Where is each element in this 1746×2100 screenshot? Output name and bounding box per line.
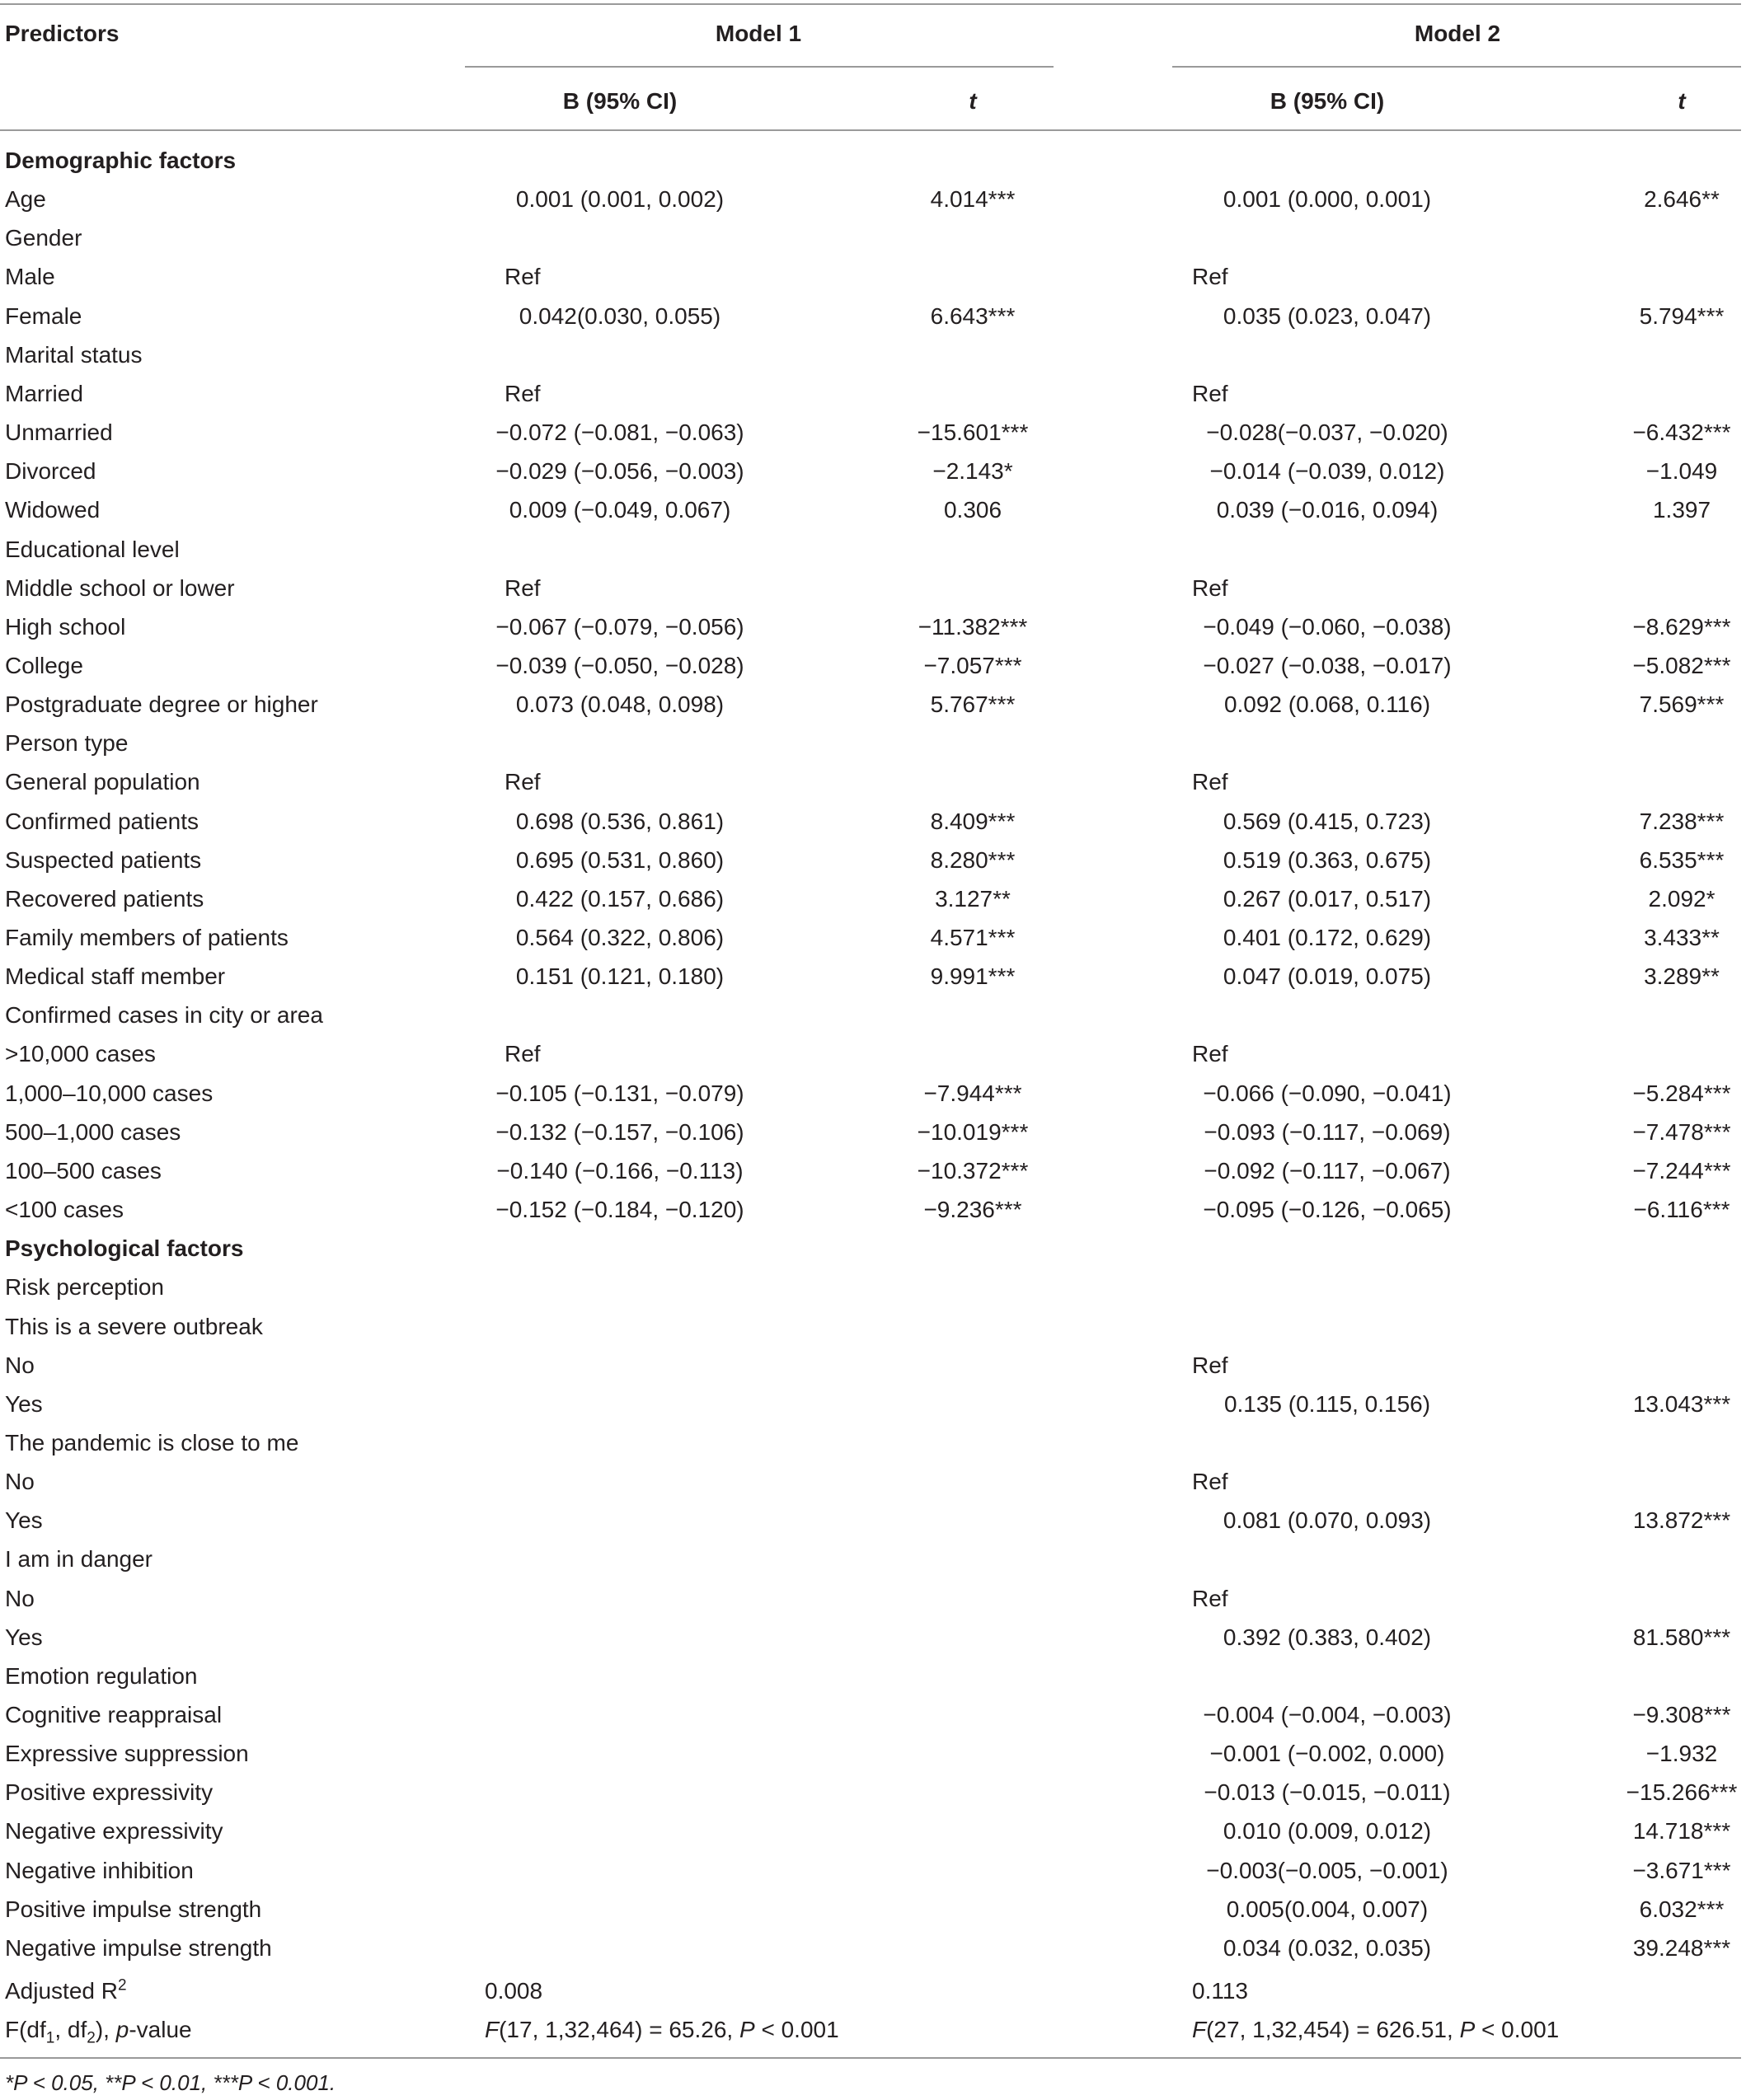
predictor-cell: Risk perception (5, 1274, 164, 1301)
table-row (0, 879, 1746, 918)
model-2-b-cell: 0.035 (0.023, 0.047) (1223, 302, 1432, 329)
predictor-cell: Confirmed patients (5, 808, 199, 834)
table-row (0, 841, 1746, 879)
model-1-t-cell: 6.643*** (930, 302, 1016, 329)
table-row (0, 685, 1746, 724)
table-row (0, 646, 1746, 685)
model-1-b-cell: Ref (505, 1041, 541, 1067)
header-b-ci-2: B (95% CI) (1270, 88, 1385, 114)
f-stat-row (0, 2010, 1746, 2049)
model-2-t-cell: −6.432*** (1632, 420, 1731, 446)
model-1-b-cell: 0.009 (−0.049, 0.067) (509, 497, 731, 523)
model-1-t-cell: 0.306 (943, 497, 1002, 523)
table-row (0, 1929, 1746, 1967)
predictor-cell: I am in danger (5, 1546, 153, 1573)
model-2-t-cell: −9.308*** (1632, 1702, 1731, 1727)
model-2-b-cell: Ref (1192, 380, 1228, 406)
predictor-cell: The pandemic is close to me (5, 1429, 299, 1455)
model-2-b-cell: 0.034 (0.032, 0.035) (1223, 1934, 1432, 1961)
table-row (0, 724, 1746, 762)
predictor-cell: Negative impulse strength (5, 1934, 272, 1961)
table-row (0, 1462, 1746, 1501)
table-row (0, 180, 1746, 218)
section-row (0, 141, 1746, 180)
model-2-t-cell: −7.478*** (1632, 1118, 1731, 1145)
model-2-b-cell: Ref (1192, 769, 1228, 795)
table-row (0, 1501, 1746, 1540)
model-2-b-cell: 0.135 (0.115, 0.156) (1223, 1390, 1431, 1417)
table-row (0, 1190, 1746, 1229)
adjusted-r2-label: Adjusted $R^2$ (5, 1976, 127, 2004)
table-row (0, 957, 1746, 996)
model-2-t-cell: 2.646** (1644, 186, 1720, 213)
model-2-t-cell: 5.794*** (1639, 302, 1725, 329)
predictor-cell: General population (5, 769, 200, 795)
model-2-b-cell: −0.001 (−0.002, 0.000) (1209, 1741, 1445, 1767)
model-2-b-cell: −0.014 (−0.039, 0.012) (1209, 458, 1445, 485)
model-2-t-cell: 13.872*** (1632, 1507, 1731, 1534)
model-2-b-cell: −0.093 (−0.117, −0.069) (1204, 1118, 1451, 1145)
model-2-b-cell: 0.519 (0.363, 0.675) (1223, 846, 1432, 873)
table-row (0, 1734, 1746, 1773)
predictor-cell: No (5, 1352, 35, 1378)
model-2-b-cell: Ref (1192, 264, 1228, 290)
table-row (0, 374, 1746, 413)
predictor-cell: Middle school or lower (5, 574, 235, 601)
model-2-b-cell: −0.095 (−0.126, −0.065) (1203, 1197, 1452, 1223)
table-row (0, 1113, 1746, 1151)
predictor-cell: Suspected patients (5, 846, 202, 873)
model-1-b-cell: −0.072 (−0.081, −0.063) (495, 420, 744, 446)
model-1-t-cell: −9.236*** (923, 1197, 1022, 1223)
predictor-cell: Yes (5, 1507, 43, 1534)
table-row (0, 1423, 1746, 1462)
predictor-cell: Expressive suppression (5, 1741, 249, 1767)
table-row (0, 1851, 1746, 1890)
table-footnote: *P < 0.05, **P < 0.01, ***P < 0.001. (5, 2070, 336, 2095)
top-rule (0, 3, 1741, 5)
model-1-t-cell: −11.382*** (918, 613, 1028, 640)
predictor-cell: Married (5, 380, 83, 406)
model-2-b-cell: −0.028(−0.037, −0.020) (1206, 420, 1448, 446)
model-1-b-cell: Ref (505, 380, 541, 406)
adjusted-r2-row (0, 1971, 1746, 2010)
table-row (0, 1579, 1746, 1618)
predictor-cell: No (5, 1469, 35, 1495)
model-2-b-cell: −0.027 (−0.038, −0.017) (1203, 652, 1452, 678)
table-row (0, 1695, 1746, 1734)
model-1-b-cell: −0.039 (−0.050, −0.028) (495, 652, 744, 678)
predictor-cell: Confirmed cases in city or area (5, 1002, 323, 1029)
model-2-b-cell: 0.010 (0.009, 0.012) (1223, 1818, 1432, 1845)
predictor-cell: Yes (5, 1390, 43, 1417)
predictor-cell: Positive expressivity (5, 1779, 214, 1806)
header-rule (0, 129, 1741, 131)
table-row (0, 1618, 1746, 1657)
model-1-b-cell: Ref (505, 574, 541, 601)
model-2-b-cell: 0.392 (0.383, 0.402) (1223, 1624, 1432, 1650)
table-row (0, 335, 1746, 374)
predictor-cell: Person type (5, 730, 129, 757)
model-1-b-cell: −0.152 (−0.184, −0.120) (495, 1197, 744, 1223)
model-2-b-cell: 0.001 (0.000, 0.001) (1223, 186, 1432, 213)
predictor-cell: Medical staff member (5, 963, 226, 990)
adjusted-r2-model-2: 0.113 (1192, 1978, 1248, 2004)
model-2-b-cell: −0.013 (−0.015, −0.011) (1204, 1779, 1451, 1806)
model-1-t-cell: −7.944*** (923, 1080, 1022, 1106)
model-2-b-cell: 0.005(0.004, 0.007) (1226, 1896, 1429, 1922)
model-2-t-cell: −8.629*** (1632, 613, 1731, 640)
table-row (0, 1385, 1746, 1423)
predictor-cell: Positive impulse strength (5, 1896, 262, 1922)
table-row (0, 569, 1746, 607)
table-row (0, 1034, 1746, 1073)
model-1-b-cell: 0.422 (0.157, 0.686) (515, 885, 725, 912)
model-2-t-cell: −6.116*** (1633, 1197, 1730, 1223)
model-2-b-cell: −0.004 (−0.004, −0.003) (1203, 1702, 1452, 1727)
predictor-cell: Negative expressivity (5, 1818, 223, 1845)
predictor-cell: 500–1,000 cases (5, 1118, 181, 1145)
model-1-b-cell: −0.132 (−0.157, −0.106) (495, 1118, 744, 1145)
model-2-t-cell: 39.248*** (1632, 1934, 1731, 1961)
predictor-cell: Divorced (5, 458, 96, 485)
table-row (0, 1773, 1746, 1812)
model-1-b-cell: −0.140 (−0.166, −0.113) (496, 1157, 744, 1184)
table-row (0, 1307, 1746, 1346)
model-1-t-cell: −10.019*** (917, 1118, 1029, 1145)
predictor-cell: <100 cases (5, 1197, 124, 1223)
model-1-b-cell: Ref (505, 264, 541, 290)
table-row (0, 918, 1746, 957)
predictor-cell: Widowed (5, 497, 101, 523)
model-1-b-cell: −0.067 (−0.079, −0.056) (495, 613, 744, 640)
model-1-t-cell: −7.057*** (923, 652, 1022, 678)
model-2-t-cell: 3.433** (1644, 925, 1720, 950)
table-row (0, 490, 1746, 529)
model-2-t-cell: 6.032*** (1639, 1896, 1725, 1922)
model-2-t-cell: −3.671*** (1632, 1857, 1731, 1883)
predictor-cell: Age (5, 186, 46, 213)
model-2-t-cell: 14.718*** (1632, 1818, 1731, 1845)
table-row (0, 1074, 1746, 1113)
f-stat-model-1: F(17, 1,32,464) = 65.26, P < 0.001 (485, 2017, 839, 2042)
predictor-cell: Recovered patients (5, 885, 204, 912)
model-1-t-cell: 4.014*** (930, 186, 1016, 213)
model-1-t-cell: 5.767*** (930, 691, 1016, 718)
model-1-b-cell: 0.042(0.030, 0.055) (519, 302, 721, 329)
model-2-b-cell: −0.003(−0.005, −0.001) (1206, 1857, 1448, 1883)
model-2-b-cell: −0.066 (−0.090, −0.041) (1203, 1080, 1452, 1106)
table-row (0, 996, 1746, 1034)
table-row (0, 1540, 1746, 1578)
model-1-rule (465, 66, 1054, 68)
model-2-b-cell: −0.049 (−0.060, −0.038) (1203, 613, 1452, 640)
table-row (0, 452, 1746, 490)
header-model-1: Model 1 (715, 21, 802, 46)
table-row (0, 218, 1746, 257)
model-1-t-cell: 4.571*** (930, 925, 1016, 950)
model-2-b-cell: 0.047 (0.019, 0.075) (1223, 963, 1432, 990)
model-2-b-cell: 0.267 (0.017, 0.517) (1223, 885, 1432, 912)
model-2-b-cell: 0.081 (0.070, 0.093) (1223, 1507, 1432, 1534)
f-stat-label: $F(df_1$, $df_2$), p-value (5, 2017, 192, 2047)
model-1-t-cell: 3.127** (935, 885, 1011, 912)
predictor-cell: 100–500 cases (5, 1157, 162, 1184)
adjusted-r2-model-1: 0.008 (485, 1978, 543, 2004)
predictor-cell: Emotion regulation (5, 1662, 198, 1689)
model-2-b-cell: Ref (1192, 1041, 1228, 1067)
bottom-rule (0, 2057, 1741, 2059)
predictor-cell: High school (5, 613, 126, 640)
table-row (0, 257, 1746, 296)
header-t-2: t (1678, 88, 1686, 114)
table-row (0, 1346, 1746, 1385)
predictor-cell: Marital status (5, 341, 143, 368)
model-1-b-cell: 0.151 (0.121, 0.180) (515, 963, 725, 990)
model-2-t-cell: −5.082*** (1632, 652, 1731, 678)
table-row (0, 1268, 1746, 1306)
model-1-b-cell: 0.001 (0.001, 0.002) (515, 186, 725, 213)
predictor-cell: Family members of patients (5, 925, 289, 950)
model-2-b-cell: 0.039 (−0.016, 0.094) (1216, 497, 1439, 523)
table-row (0, 530, 1746, 569)
model-2-t-cell: 81.580*** (1632, 1624, 1731, 1650)
predictor-cell: Male (5, 264, 55, 290)
table-row (0, 607, 1746, 646)
model-2-b-cell: Ref (1192, 1469, 1228, 1495)
model-2-t-cell: 2.092* (1648, 885, 1715, 912)
model-2-t-cell: 1.397 (1652, 497, 1711, 523)
predictor-cell: This is a severe outbreak (5, 1313, 263, 1339)
header-predictors: Predictors (5, 21, 120, 46)
model-2-b-cell: Ref (1192, 1352, 1228, 1378)
predictor-cell: Demographic factors (5, 148, 237, 173)
header-b-ci-1: B (95% CI) (562, 88, 678, 114)
header-t-1: t (969, 88, 977, 114)
model-2-t-cell: −7.244*** (1632, 1157, 1731, 1184)
predictor-cell: Female (5, 302, 82, 329)
model-2-t-cell: 7.238*** (1639, 808, 1725, 834)
model-1-b-cell: Ref (505, 769, 541, 795)
model-2-t-cell: −5.284*** (1632, 1080, 1731, 1106)
table-row (0, 1812, 1746, 1850)
predictor-cell: College (5, 652, 83, 678)
model-2-t-cell: 13.043*** (1632, 1390, 1731, 1417)
predictor-cell: >10,000 cases (5, 1041, 156, 1067)
model-1-t-cell: −15.601*** (917, 420, 1029, 446)
table-row (0, 762, 1746, 801)
model-1-b-cell: 0.695 (0.531, 0.860) (515, 846, 725, 873)
model-1-b-cell: 0.564 (0.322, 0.806) (515, 925, 725, 950)
model-1-b-cell: 0.073 (0.048, 0.098) (515, 691, 725, 718)
model-2-t-cell: −1.932 (1645, 1741, 1718, 1767)
model-2-t-cell: −15.266*** (1626, 1779, 1738, 1806)
table-row (0, 1890, 1746, 1929)
model-1-t-cell: 8.280*** (930, 846, 1016, 873)
model-2-rule (1172, 66, 1741, 68)
model-1-t-cell: −2.143* (932, 458, 1013, 485)
table-row (0, 802, 1746, 841)
model-2-t-cell: 6.535*** (1639, 846, 1725, 873)
model-1-t-cell: 8.409*** (930, 808, 1016, 834)
predictor-cell: Gender (5, 225, 82, 251)
table-row (0, 1151, 1746, 1190)
model-1-b-cell: 0.698 (0.536, 0.861) (515, 808, 725, 834)
predictor-cell: No (5, 1585, 35, 1611)
model-2-b-cell: Ref (1192, 1585, 1228, 1611)
table-row (0, 297, 1746, 335)
model-2-b-cell: −0.092 (−0.117, −0.067) (1204, 1157, 1451, 1184)
predictor-cell: Educational level (5, 536, 180, 562)
predictor-cell: Postgraduate degree or higher (5, 691, 318, 718)
model-2-t-cell: 3.289** (1644, 963, 1720, 990)
model-2-b-cell: 0.569 (0.415, 0.723) (1223, 808, 1432, 834)
model-1-t-cell: 9.991*** (930, 963, 1016, 990)
model-2-b-cell: 0.401 (0.172, 0.629) (1223, 925, 1432, 950)
model-2-t-cell: 7.569*** (1639, 691, 1725, 718)
model-1-b-cell: −0.105 (−0.131, −0.079) (495, 1080, 744, 1106)
table-row (0, 1657, 1746, 1695)
table-row (0, 413, 1746, 452)
predictor-cell: Yes (5, 1624, 43, 1650)
model-2-b-cell: 0.092 (0.068, 0.116) (1223, 691, 1431, 718)
model-1-b-cell: −0.029 (−0.056, −0.003) (495, 458, 744, 485)
predictor-cell: 1,000–10,000 cases (5, 1080, 214, 1106)
predictor-cell: Negative inhibition (5, 1857, 194, 1883)
predictor-cell: Unmarried (5, 420, 113, 446)
model-2-t-cell: −1.049 (1645, 458, 1718, 485)
section-row (0, 1229, 1746, 1268)
predictor-cell: Psychological factors (5, 1235, 244, 1262)
f-stat-model-2: F(27, 1,32,454) = 626.51, P < 0.001 (1192, 2017, 1560, 2042)
model-1-t-cell: −10.372*** (917, 1157, 1029, 1184)
model-2-b-cell: Ref (1192, 574, 1228, 601)
header-model-2: Model 2 (1414, 21, 1501, 46)
predictor-cell: Cognitive reappraisal (5, 1702, 223, 1727)
